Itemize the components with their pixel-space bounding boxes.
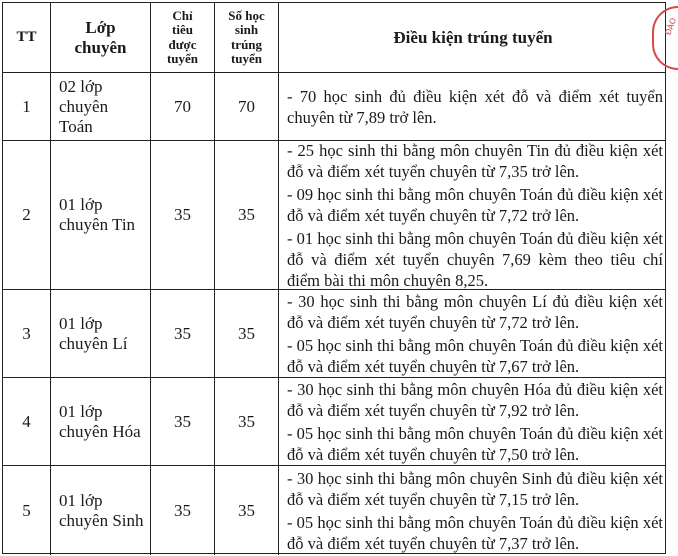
row-lop-chuyen xyxy=(51,378,151,465)
row-tt: 3 xyxy=(3,290,51,377)
table-row xyxy=(3,141,665,290)
header-so-hoc-sinh-line: trúng xyxy=(230,36,263,52)
header-chi-tieu-line: được xyxy=(168,36,197,52)
row-lop-line: Toán xyxy=(59,116,93,136)
condition-item: - 01 học sinh thi bằng môn chuyên Toán đủ điều kiện xét đỗ và điểm xét tuyển chuyên 7,69 kèm theo tiêu chí điểm bài thi môn chuyên 8,25. xyxy=(287,228,663,290)
header-lop-line1: Lớp xyxy=(85,17,116,37)
condition-item: - 05 học sinh thi bằng môn chuyên Toán đủ điều kiện xét đỗ và điểm xét tuyển chuyên từ 7,50 trở lên. xyxy=(287,423,663,464)
row-lop-chuyen xyxy=(51,290,151,377)
row-tt: 1 xyxy=(3,73,51,140)
row-tt: 4 xyxy=(3,378,51,465)
condition-item: - 30 học sinh thi bằng môn chuyên Hóa đủ điều kiện xét đỗ và điểm xét tuyển chuyên từ 7,92 trở lên. xyxy=(287,379,663,420)
row-dieu-kien xyxy=(279,141,667,289)
row-dieu-kien xyxy=(279,73,667,140)
row-chi-tieu: 35 xyxy=(151,378,215,465)
header-so-hoc-sinh-line: tuyển xyxy=(230,51,263,66)
header-chi-tieu-line: Chỉ xyxy=(172,7,193,23)
row-so-hoc-sinh: 35 xyxy=(215,378,279,465)
stamp-text: ĐÀO xyxy=(663,16,678,37)
admission-table xyxy=(2,2,666,554)
row-lop-chuyen xyxy=(51,73,151,140)
row-dieu-kien xyxy=(279,466,667,555)
table-row xyxy=(3,466,665,555)
row-so-hoc-sinh: 35 xyxy=(215,290,279,377)
header-tt: TT xyxy=(3,3,51,72)
row-tt: 5 xyxy=(3,466,51,555)
header-lop-chuyen xyxy=(51,3,151,72)
row-tt: 2 xyxy=(3,141,51,289)
row-lop-line: chuyên Sinh xyxy=(59,510,144,530)
row-lop-line: 01 lớp xyxy=(59,313,103,333)
row-lop-line: chuyên Lí xyxy=(59,333,128,353)
condition-item: - 05 học sinh thi bằng môn chuyên Toán đủ điều kiện xét đỗ và điểm xét tuyển chuyên từ 7,67 trở lên. xyxy=(287,335,663,376)
table-header xyxy=(3,3,665,73)
row-lop-line: 01 lớp xyxy=(59,195,103,214)
condition-item: - 30 học sinh thi bằng môn chuyên Lí đủ điều kiện xét đỗ và điểm xét tuyển chuyên từ 7,72 trở lên. xyxy=(287,291,663,332)
table-row xyxy=(3,73,665,141)
header-so-hoc-sinh-line: Số học xyxy=(228,7,265,23)
condition-item: - 05 học sinh thi bằng môn chuyên Toán đủ điều kiện xét đỗ và điểm xét tuyển chuyên từ 7,37 trở lên. xyxy=(287,512,663,553)
table-row xyxy=(3,290,665,378)
header-chi-tieu-line: tiêu xyxy=(172,22,193,37)
row-lop-line: 02 lớp xyxy=(59,76,103,96)
row-lop-line: 01 lớp xyxy=(59,490,103,510)
row-so-hoc-sinh: 35 xyxy=(215,141,279,289)
header-chi-tieu-line: tuyển xyxy=(166,51,199,66)
condition-item: - 09 học sinh thi bằng môn chuyên Toán đủ điều kiện xét đỗ và điểm xét tuyển chuyên từ 7,72 trở lên. xyxy=(287,184,663,225)
table-row xyxy=(3,378,665,466)
row-chi-tieu: 70 xyxy=(151,73,215,140)
row-dieu-kien xyxy=(279,378,667,465)
header-lop-line2: chuyên xyxy=(74,37,127,57)
row-chi-tieu: 35 xyxy=(151,290,215,377)
row-lop-line: chuyên Hóa xyxy=(59,421,141,441)
header-chi-tieu xyxy=(151,3,215,72)
row-lop-line: chuyên Tin xyxy=(59,215,136,234)
header-dieu-kien: Điều kiện trúng tuyển xyxy=(393,27,553,47)
row-lop-chuyen xyxy=(51,466,151,555)
row-chi-tieu: 35 xyxy=(151,141,215,289)
row-lop-chuyen xyxy=(51,141,151,289)
condition-item: - 70 học sinh đủ điều kiện xét đỗ và điểm xét tuyển chuyên từ 7,89 trở lên. xyxy=(287,86,663,127)
row-dieu-kien xyxy=(279,290,667,377)
row-chi-tieu: 35 xyxy=(151,466,215,555)
row-lop-line: 01 lớp xyxy=(59,401,103,421)
row-so-hoc-sinh: 35 xyxy=(215,466,279,555)
header-so-hoc-sinh xyxy=(215,3,279,72)
condition-item: - 25 học sinh thi bằng môn chuyên Tin đủ điều kiện xét đỗ và điểm xét tuyển chuyên từ 7,35 trở lên. xyxy=(287,140,663,181)
header-so-hoc-sinh-line: sinh xyxy=(234,22,259,37)
row-lop-line: chuyên xyxy=(59,96,109,116)
row-so-hoc-sinh: 70 xyxy=(215,73,279,140)
condition-item: - 30 học sinh thi bằng môn chuyên Sinh đủ điều kiện xét đỗ và điểm xét tuyển chuyên từ 7,15 trở lên. xyxy=(287,468,663,509)
